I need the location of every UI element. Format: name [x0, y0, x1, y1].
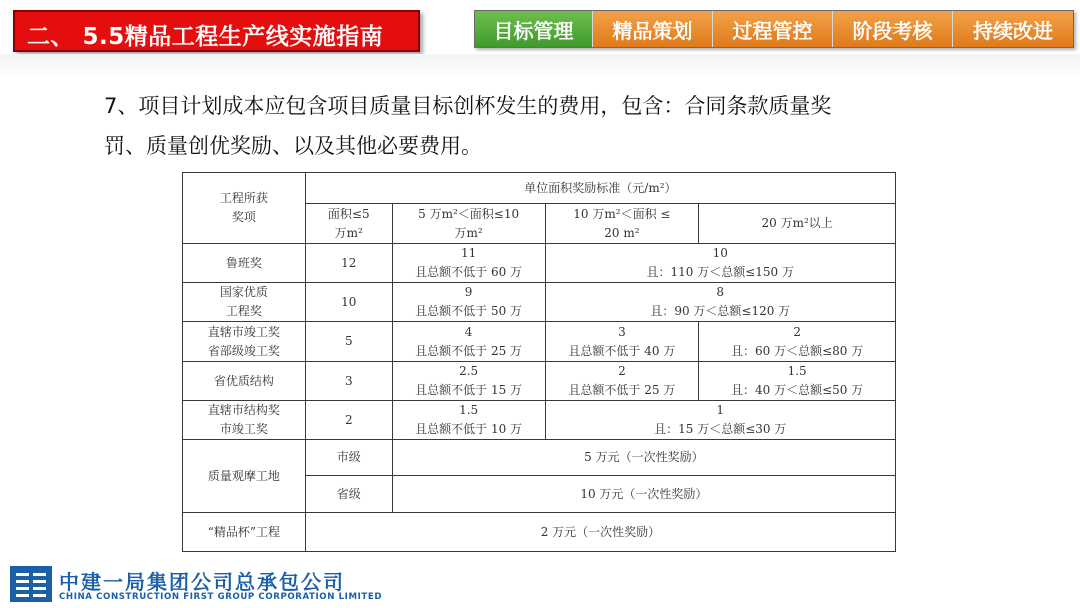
shengyou-v3-value: 2: [618, 364, 626, 378]
guojia-v34-value: 8: [716, 285, 725, 299]
company-name-cn: 中建一局集团公司总承包公司: [59, 570, 345, 594]
luban-v2-value: 11: [460, 246, 477, 260]
jiegou-name-line-1: 直辖市结构奖: [207, 403, 280, 417]
row-jiegou-name: [183, 401, 306, 440]
zhixia-v2-value: 4: [464, 324, 473, 339]
jiegou-v2-note: 且总额不低于 10 万: [415, 422, 523, 436]
guojia-name-line-2: 工程奖: [225, 304, 262, 318]
row-jingpin-value: 2 万元（一次性奖励）: [305, 513, 895, 552]
row-jiegou-v2: [392, 401, 545, 440]
shengyou-v2-value: 2.5: [459, 364, 479, 378]
reward-standard-table: [182, 172, 896, 552]
row-zhixia-v4: [699, 322, 896, 362]
area-1-line-1: 面积≤5: [327, 206, 370, 221]
header-area-2: [392, 204, 545, 244]
row-jiegou-v1: 2: [305, 401, 392, 440]
row-luban-v1: 12: [305, 244, 392, 283]
row-guojia-v1: 10: [305, 283, 392, 322]
zhixia-v3-value: 3: [618, 324, 626, 339]
zhixia-name-line-2: 省部级竣工奖: [207, 343, 280, 358]
row-luban-v34: [545, 244, 896, 283]
jiegou-v34-note: 且：15 万＜总额≤30 万: [654, 422, 787, 436]
header-area-1: [305, 204, 392, 244]
shengyou-v4-note: 且：40 万＜总额≤50 万: [731, 383, 864, 397]
row-guanmo-city-label: 市级: [305, 440, 392, 476]
tab-process-control[interactable]: 过程管控: [713, 11, 833, 47]
row-luban-name: 鲁班奖: [183, 244, 306, 283]
paragraph-line-2: 罚、质量创优奖励、以及其他必要费用。: [104, 134, 482, 158]
section-title-banner: [13, 10, 420, 52]
row-guojia-v2: [392, 283, 545, 322]
header-area-3: [545, 204, 699, 244]
row-guojia-name: [183, 283, 306, 322]
area-1-line-2: 万m²: [334, 225, 363, 240]
section-title: 二、 5.5精品工程生产线实施指南: [27, 24, 384, 50]
row-guanmo-prov-value: 10 万元（一次性奖励）: [392, 476, 895, 513]
row-jingpin-name: “精品杯”工程: [183, 513, 306, 552]
shengyou-v3-note: 且总额不低于 25 万: [568, 383, 676, 397]
jiegou-v34-value: 1: [716, 403, 725, 417]
header-standard-cell: 单位面积奖励标准（元/m²）: [305, 173, 895, 204]
area-3-line-2: 20 m²: [604, 225, 640, 240]
row-zhixia-v3: [545, 322, 699, 362]
zhixia-name-line-1: 直辖市竣工奖: [207, 324, 280, 339]
luban-v34-value: 10: [712, 246, 728, 260]
area-2-line-1: 5 万m²＜面积≤10: [418, 206, 520, 221]
jiegou-v2-value: 1.5: [459, 403, 479, 417]
guojia-name-line-1: 国家优质: [219, 285, 268, 299]
guojia-v34-note: 且：90 万＜总额≤120 万: [650, 304, 791, 318]
header-area-4: 20 万m²以上: [699, 204, 896, 244]
luban-v2-note: 且总额不低于 60 万: [415, 265, 523, 279]
row-luban-v2: [392, 244, 545, 283]
shengyou-v2-note: 且总额不低于 15 万: [415, 383, 523, 397]
area-2-line-2: 万m²: [454, 225, 483, 240]
row-guanmo-prov-label: 省级: [305, 476, 392, 513]
header-award-line-2: 奖项: [231, 210, 256, 224]
row-shengyou-name: 省优质结构: [183, 362, 306, 401]
row-shengyou-v3: [545, 362, 699, 401]
zhixia-v3-note: 且总额不低于 40 万: [568, 343, 676, 358]
header-divider: [0, 54, 1080, 80]
zhixia-v2-note: 且总额不低于 25 万: [415, 343, 523, 358]
row-shengyou-v2: [392, 362, 545, 401]
zhixia-v4-note: 且：60 万＜总额≤80 万: [731, 343, 864, 358]
guojia-v2-value: 9: [464, 285, 473, 299]
row-zhixia-name: [183, 322, 306, 362]
row-guojia-v34: [545, 283, 896, 322]
shengyou-v4-value: 1.5: [787, 364, 807, 378]
tab-stage-assessment[interactable]: 阶段考核: [833, 11, 953, 47]
luban-v34-note: 且：110 万＜总额≤150 万: [646, 265, 794, 279]
zhixia-v4-value: 2: [793, 324, 801, 339]
stage-tabs: [474, 10, 1074, 48]
cscec-logo-icon: [10, 566, 52, 602]
row-guanmo-name: 质量观摩工地: [183, 440, 306, 513]
row-shengyou-v1: 3: [305, 362, 392, 401]
header-award-line-1: 工程所获: [219, 191, 268, 205]
area-3-line-1: 10 万m²＜面积 ≤: [573, 206, 671, 221]
row-jiegou-v34: [545, 401, 896, 440]
body-paragraph: [104, 86, 984, 166]
tab-goal-management[interactable]: 目标管理: [475, 11, 593, 47]
header-award-cell: [183, 173, 306, 244]
guojia-v2-note: 且总额不低于 50 万: [415, 304, 523, 318]
tab-continuous-improvement[interactable]: 持续改进: [953, 11, 1073, 47]
company-name-en: CHINA CONSTRUCTION FIRST GROUP CORPORATION LIMITED: [59, 592, 383, 602]
row-zhixia-v2: [392, 322, 545, 362]
paragraph-line-1: 7、项目计划成本应包含项目质量目标创杯发生的费用，包含：合同条款质量奖: [104, 94, 832, 118]
row-shengyou-v4: [699, 362, 896, 401]
row-guanmo-city-value: 5 万元（一次性奖励）: [392, 440, 895, 476]
jiegou-name-line-2: 市竣工奖: [219, 422, 268, 436]
row-zhixia-v1: 5: [305, 322, 392, 362]
tab-quality-planning[interactable]: 精品策划: [593, 11, 713, 47]
